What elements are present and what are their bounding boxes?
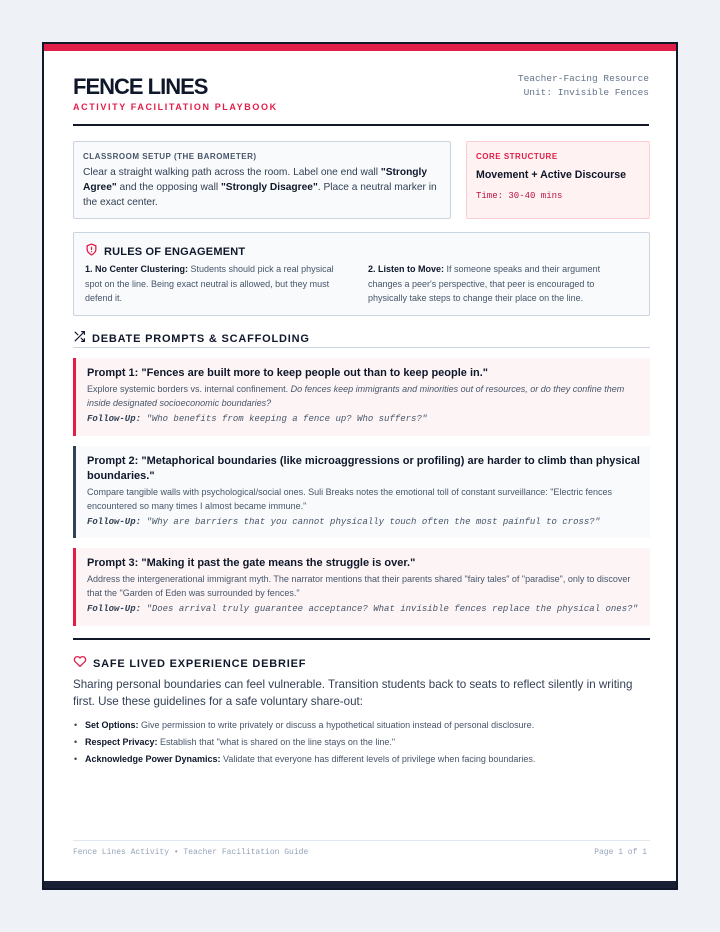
prompt-title: Prompt 1: "Fences are built more to keep people out than to keep people in." [87, 367, 488, 379]
setup-text-part: and the opposing wall [116, 182, 221, 193]
debrief-section-heading [73, 655, 306, 673]
guideline-lead: Set Options: [85, 720, 139, 730]
rule-item [368, 262, 626, 306]
core-time: Time: 30-40 mins [476, 191, 563, 201]
core-label: CORE STRUCTURE [476, 152, 558, 161]
follow-up-text: "Does arrival truly guarantee acceptance? What invisible fences replace the physical ones?" [141, 604, 638, 614]
debrief-section-title: SAFE LIVED EXPERIENCE DEBRIEF [93, 658, 307, 670]
prompt-description [87, 486, 640, 513]
setup-text-part: . Place a neutral marker in the exact center. [83, 182, 437, 208]
prompt-desc-text: Explore systemic borders vs. internal confinement. [87, 384, 291, 394]
prompt-desc-text: Address the intergenerational immigrant myth. The narrator mentions that their parents shared "fairy tales" of "paradise", only to discover that the "Garden of Eden was surrounded by fences." [87, 574, 631, 598]
meta-resource-type: Teacher-Facing Resource [517, 73, 649, 84]
rule-lead: 2. Listen to Move: [368, 264, 445, 274]
prompt-desc-italic: Do fences keep immigrants and minorities out of resources, or do they confine them inside designated socioeconomic boundaries? [87, 384, 625, 408]
section-divider-thick [73, 638, 650, 640]
rules-of-engagement-card [73, 232, 650, 316]
debrief-intro: Sharing personal boundaries can feel vulnerable. Transition students back to seats to reflect silently in writing first. Use these guidelines for a safe voluntary share-out: [73, 678, 633, 708]
shuffle-icon [73, 330, 86, 348]
prompt-description [87, 573, 640, 600]
shield-alert-icon [85, 243, 98, 261]
strongly-disagree-label: "Strongly Disagree" [220, 182, 318, 193]
footer-divider [73, 840, 650, 841]
debate-section-heading [73, 330, 310, 348]
page-subtitle: ACTIVITY FACILITATION PLAYBOOK [73, 102, 278, 112]
section-divider [73, 347, 650, 348]
guideline-lead: Respect Privacy: [85, 737, 158, 747]
prompt-title: Prompt 2: "Metaphorical boundaries (like microaggressions or profiling) are harder to climb than physical boundaries." [87, 455, 640, 482]
rule-text: If someone speaks and their argument changes a peer's perspective, that peer is encouraged to physically take steps to change their place on the line. [368, 264, 601, 303]
rule-lead: 1. No Center Clustering: [85, 264, 189, 274]
meta-unit: Unit: Invisible Fences [523, 87, 649, 98]
classroom-setup-card [73, 141, 451, 219]
list-item [73, 751, 650, 768]
guideline-text: Establish that "what is shared on the line stays on the line." [157, 737, 396, 747]
guideline-text: Give permission to write privately or discuss a hypothetical situation instead of personal disclosure. [138, 720, 535, 730]
setup-text [83, 165, 441, 210]
prompt-card [73, 548, 650, 626]
list-item [73, 717, 650, 734]
prompt-desc-text: Compare tangible walls with psychological/social ones. Suli Breaks notes the emotional toll of constant surveillance: "Electric fences encountered so many times I almost became immune." [87, 487, 612, 511]
bottom-bar [44, 881, 676, 888]
prompt-title: Prompt 3: "Making it past the gate means the struggle is over." [87, 557, 416, 569]
setup-text-part: Clear a straight walking path across the room. Label one end wall [83, 167, 381, 178]
prompt-follow-up [87, 414, 640, 424]
footer-title: Fence Lines Activity • Teacher Facilitation Guide [73, 848, 309, 857]
header-meta [518, 72, 649, 100]
follow-up-label: Follow-Up: [87, 517, 142, 527]
prompt-card [73, 446, 650, 538]
top-accent-stripe [44, 44, 676, 51]
document-page [42, 42, 678, 890]
prompt-description [87, 383, 640, 410]
follow-up-text: "Who benefits from keeping a fence up? Who suffers?" [141, 414, 428, 424]
rules-title: RULES OF ENGAGEMENT [104, 246, 246, 258]
rule-item [85, 262, 347, 306]
prompt-follow-up [87, 604, 640, 614]
page-number: Page 1 of 1 [594, 848, 647, 857]
guideline-text: Validate that everyone has different levels of privilege when facing boundaries. [220, 754, 536, 764]
strongly-agree-label: "Strongly Agree" [83, 167, 428, 193]
prompt-follow-up [87, 517, 640, 527]
follow-up-label: Follow-Up: [87, 604, 142, 614]
debrief-guidelines-list [73, 717, 650, 768]
debate-section-title: DEBATE PROMPTS & SCAFFOLDING [92, 333, 310, 345]
document-header [73, 72, 649, 126]
core-structure-card [466, 141, 650, 219]
guideline-lead: Acknowledge Power Dynamics: [85, 754, 221, 764]
follow-up-text: "Why are barriers that you cannot physically touch often the most painful to cross?" [141, 517, 601, 527]
follow-up-label: Follow-Up: [87, 414, 142, 424]
rule-text: Students should pick a real physical spot on the line. Being exact neutral is allowed, but they must defend it. [85, 264, 334, 303]
rules-heading [85, 243, 245, 261]
page-title: FENCE LINES [73, 74, 208, 99]
core-title: Movement + Active Discourse [476, 169, 627, 181]
list-item [73, 734, 650, 751]
heart-icon [73, 655, 87, 673]
setup-label: CLASSROOM SETUP (THE BAROMETER) [83, 152, 257, 161]
prompt-card [73, 358, 650, 436]
